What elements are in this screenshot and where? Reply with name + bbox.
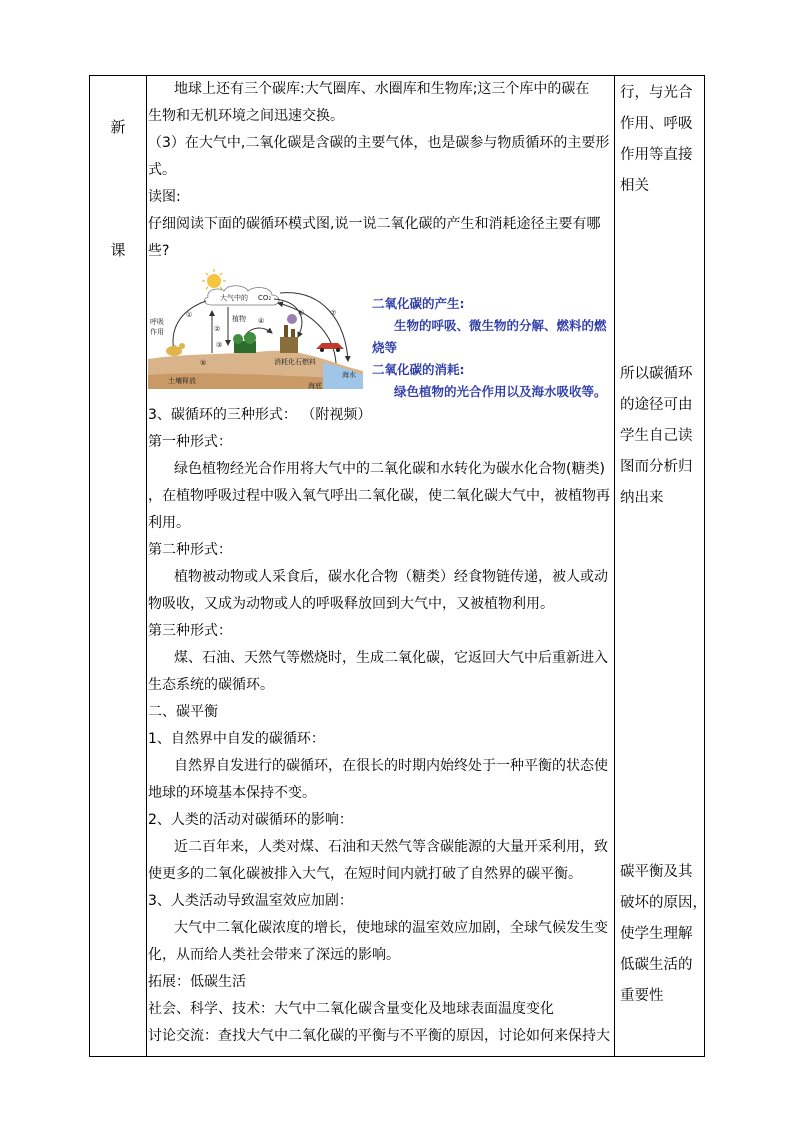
text-line: 使更多的二氧化碳被排入大气，在短时间内就打破了自然界的碳平衡。 [148, 866, 582, 882]
column-divider-left [146, 76, 147, 1056]
text-line: 二、碳平衡 [148, 704, 218, 720]
note-block [620, 359, 702, 514]
text-line: 大气中二氧化碳浓度的增长，使地球的温室效应加剧，全球气候发生变 [174, 920, 608, 936]
text-line: 讨论交流：查找大气中二氧化碳的平衡与不平衡的原因，讨论如何来保持大 [148, 1028, 610, 1044]
text-line: ，在植物呼吸过程中吸入氧气呼出二氧化碳，使二氧化碳大气中，被植物再 [148, 488, 610, 504]
figure-text-line: 烧等 [372, 340, 398, 355]
text-line: 拓展：低碳生活 [148, 974, 246, 990]
text-line: 1、自然界中自发的碳循环： [148, 731, 325, 747]
note-line: 相关 [620, 178, 649, 194]
section-label-column [90, 76, 146, 1056]
note-line: 低碳生活的 [620, 957, 693, 973]
chimney-icon [291, 329, 295, 337]
text-line: 地球的环境基本保持不变。 [148, 785, 316, 801]
animal-head-icon [179, 343, 185, 349]
note-line: 图而分析归 [620, 459, 693, 475]
factory-icon [280, 337, 298, 353]
text-line: （3）在大气中,二氧化碳是含碳的主要气体，也是碳参与物质循环的主要形 [148, 135, 610, 151]
note-block [620, 857, 707, 1012]
seawater-label: 海水 [342, 371, 356, 379]
chimney-icon [284, 325, 288, 337]
text-line: 第一种形式： [148, 434, 232, 450]
section-char-xin: 新 [110, 118, 126, 136]
figure-explanation [372, 293, 608, 403]
figure-text-line: 二氧化碳的产生: [372, 296, 465, 311]
text-line: 读图: [148, 189, 181, 205]
text-line: 植物被动物或人采食后，碳水化合物（糖类）经食物链传递，被人或动 [174, 569, 608, 585]
seabed-label: 海底 [308, 382, 322, 390]
carbon-cycle-diagram [148, 267, 368, 402]
text-line: 利用。 [148, 515, 190, 531]
car-wheel-icon [320, 348, 324, 352]
note-line: 所以碳循环 [620, 366, 693, 382]
figure-text-line: 生物的呼吸、微生物的分解、燃料的燃 [394, 318, 607, 333]
respiration-arrow [173, 301, 206, 351]
tree-icon [244, 332, 256, 344]
text-line: 生态系统的碳循环。 [148, 677, 274, 693]
carbon-cycle-figure [148, 267, 608, 402]
text-line: 社会、科学、技术：大气中二氧化碳含量变化及地球表面温度变化 [148, 1001, 554, 1017]
text-line: 第二种形式： [148, 542, 232, 558]
notes-column [620, 76, 707, 1056]
car-icon [316, 343, 344, 349]
note-block [620, 78, 702, 202]
car-wheel-icon [336, 348, 340, 352]
note-line: 碳平衡及其 [620, 864, 693, 880]
text-line: 式。 [148, 162, 176, 178]
note-line: 行，与光合 [620, 85, 693, 101]
text-line: 生物和无机环境之间迅速交换。 [148, 108, 344, 124]
respiration-label: 呼吸 [150, 318, 164, 326]
step-number: ④ [258, 317, 265, 325]
text-line: 物吸收，又成为动物或人的呼吸释放回到大气中，又被植物利用。 [148, 596, 554, 612]
atmosphere-label: 大气中的 [220, 294, 248, 302]
note-line: 作用、呼吸 [620, 116, 693, 132]
text-line: 些? [148, 243, 170, 259]
text-line: 第三种形式： [148, 623, 232, 639]
step-number: ⑤ [200, 359, 207, 367]
plants-label: 植物 [232, 315, 246, 323]
text-line: 地球上还有三个碳库:大气圈库、水圈库和生物库;这三个库中的碳在 [174, 81, 590, 97]
lesson-table [89, 75, 705, 1057]
step-number: ⑦ [330, 309, 337, 317]
step-number: ① [186, 311, 193, 319]
note-line: 的途径可由 [620, 397, 693, 413]
text-line: 绿色植物经光合作用将大气中的二氧化碳和水转化为碳水化合物(糖类) [174, 461, 605, 477]
soil-release-label: 土壤释放 [168, 377, 196, 385]
note-line: 作用等直接 [620, 147, 693, 163]
co2-label: CO₂ [258, 294, 272, 302]
text-line: 3、碳循环的三种形式： （附视频） [148, 407, 372, 423]
step-number: ③ [216, 341, 223, 349]
text-line: 2、人类的活动对碳循环的影响： [148, 812, 353, 828]
note-line: 重要性 [620, 988, 664, 1004]
text-line: 煤、石油、天然气等燃烧时，生成二氧化碳，它返回大气中后重新进入 [174, 650, 608, 666]
figure-text-line: 二氧化碳的消耗: [372, 362, 465, 377]
text-line: 3、人类活动导致温室效应加剧： [148, 893, 353, 909]
column-divider-right [614, 76, 615, 1056]
note-line: 纳出来 [620, 490, 664, 506]
lesson-content [148, 76, 610, 1056]
text-line: 近二百年来，人类对煤、石油和天然气等含碳能源的大量开采利用，致 [174, 839, 608, 855]
sun-icon [207, 274, 221, 288]
text-line: 自然界自发进行的碳循环，在很长的时期内始终处于一种平衡的状态使 [174, 758, 608, 774]
tree-icon [233, 334, 243, 344]
text-line: 化，从而给人类社会带来了深远的影响。 [148, 947, 400, 963]
step-number: ⑥ [298, 309, 305, 317]
step-number: ② [214, 325, 221, 333]
note-line: 破坏的原因， [620, 895, 707, 911]
note-line: 使学生理解 [620, 926, 693, 942]
fossil-fuel-label: 消耗化石燃料 [274, 358, 316, 366]
action-label: 作用 [150, 328, 164, 336]
figure-text-line: 绿色植物的光合作用以及海水吸收等。 [394, 384, 607, 399]
section-char-ke: 课 [110, 241, 126, 259]
smoke-icon [287, 314, 297, 324]
note-line: 学生自己读 [620, 428, 693, 444]
text-line: 仔细阅读下面的碳循环模式图,说一说二氧化碳的产生和消耗途径主要有哪 [148, 216, 601, 232]
